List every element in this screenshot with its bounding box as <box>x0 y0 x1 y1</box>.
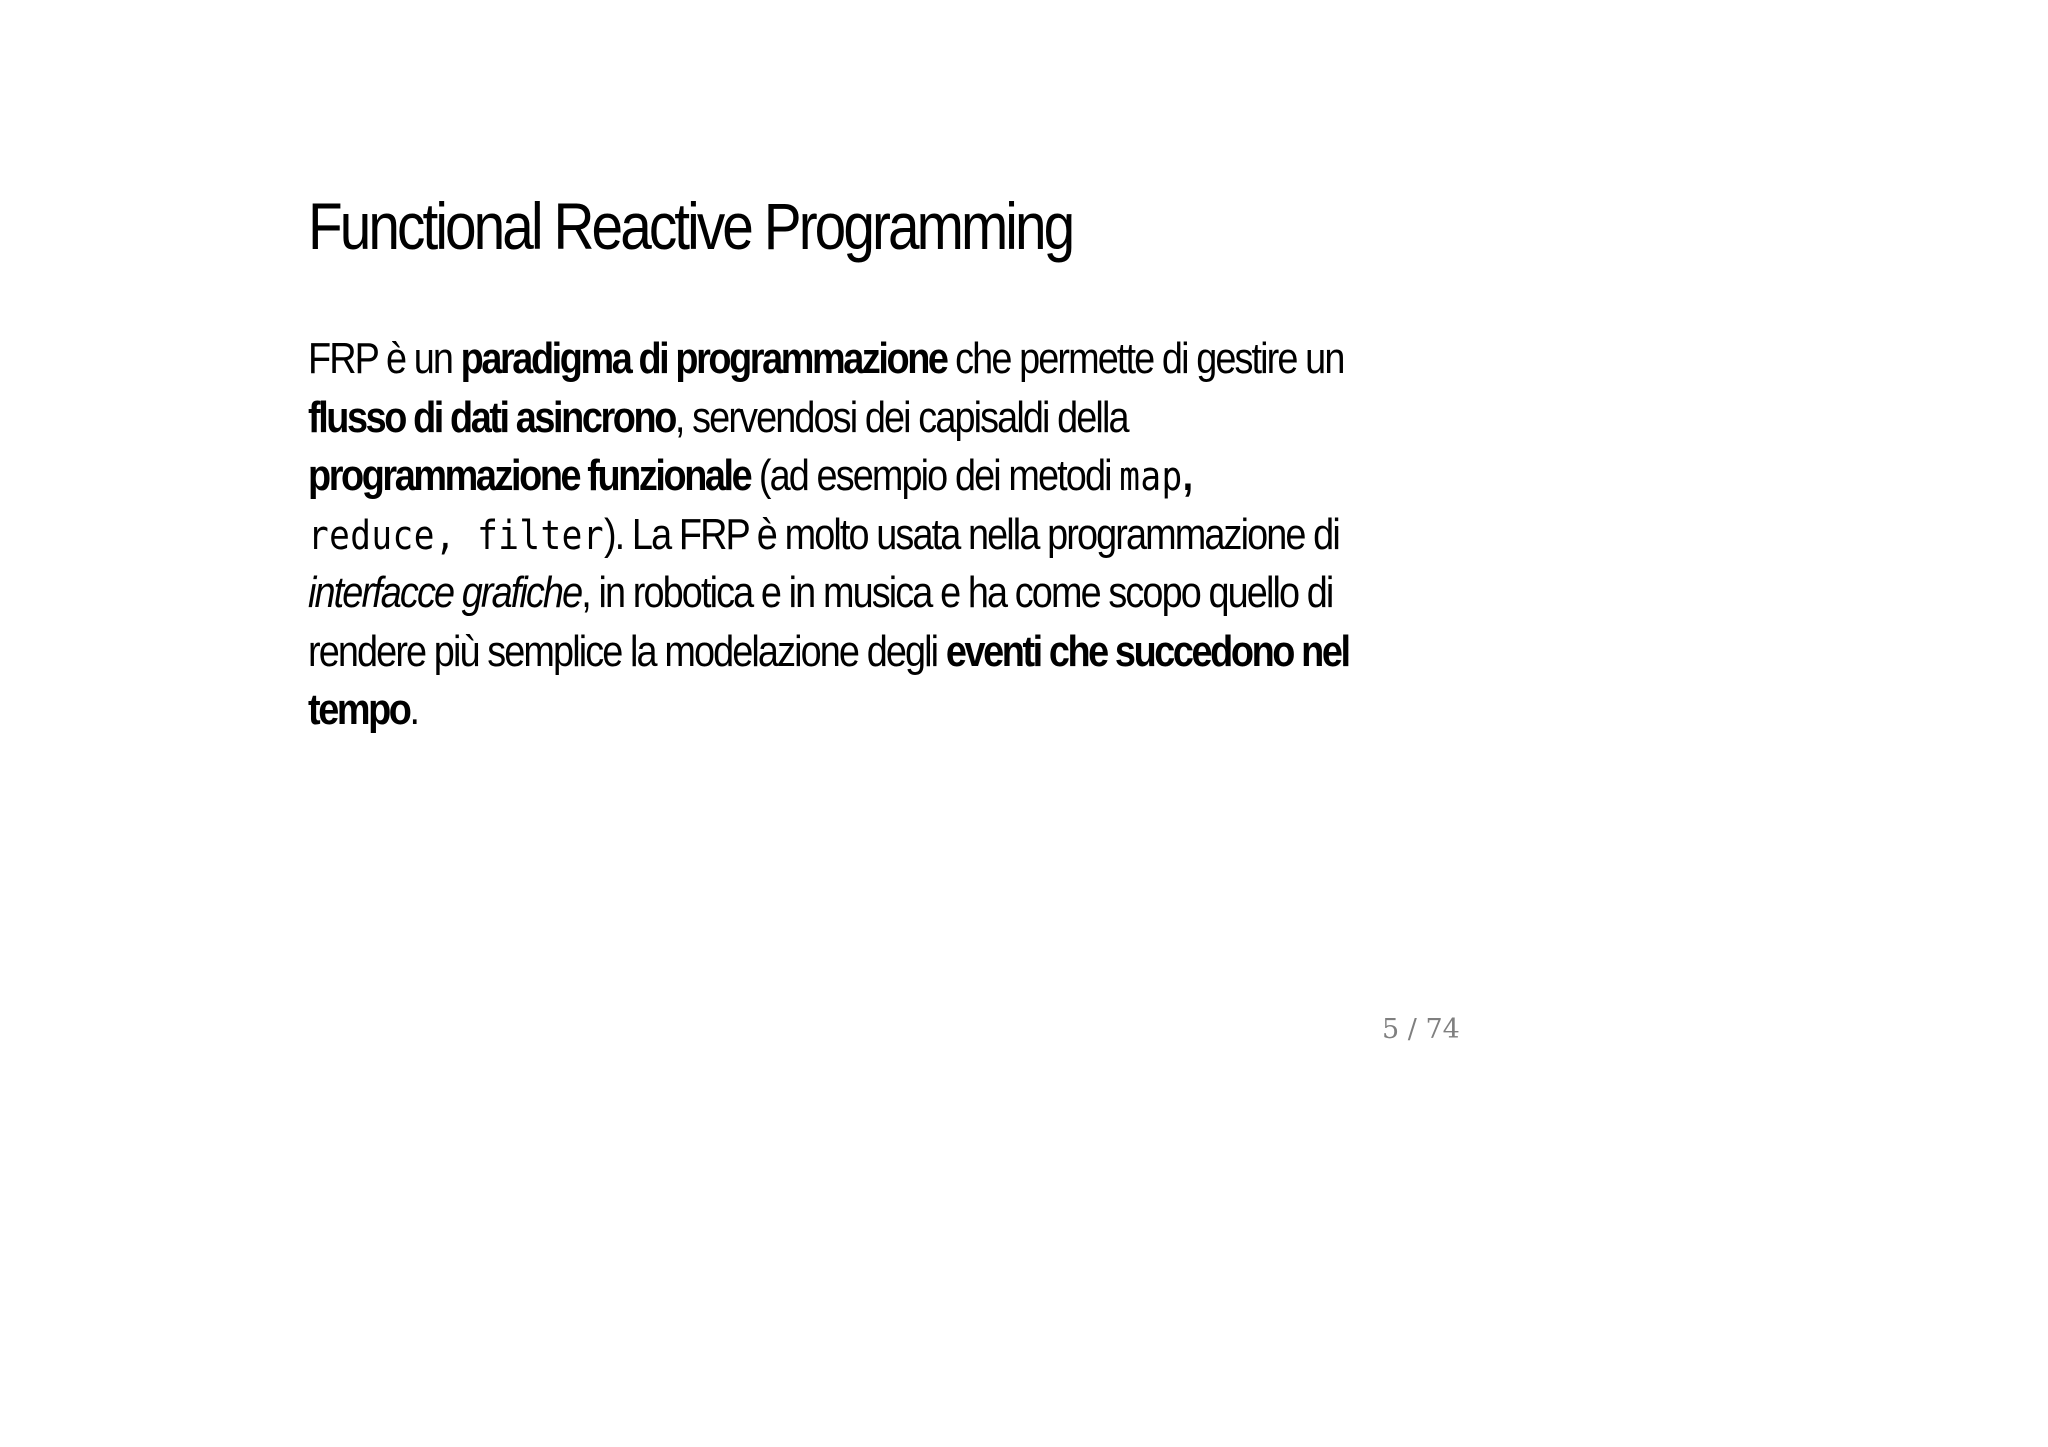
paragraph-line-3 <box>308 447 1254 506</box>
slide-paragraph <box>308 330 1349 740</box>
paragraph-line-2 <box>308 389 1254 448</box>
paragraph-line-7 <box>308 681 1254 740</box>
emphasis-time: tempo <box>308 685 410 734</box>
text-run: , servendosi dei capisaldi della <box>674 392 1128 442</box>
paragraph-line-6 <box>308 623 1349 682</box>
emphasis-paradigm: paradigma di programmazione <box>460 334 947 383</box>
text-run: FRP è un <box>308 334 461 383</box>
text-run: (ad esempio dei metodi <box>750 451 1120 500</box>
text-run: , in robotica e in musica e ha come scopo quello di <box>581 568 1333 617</box>
emphasis-gui: interfacce grafiche <box>308 568 582 617</box>
emphasis-events: eventi che succedono nel <box>945 626 1349 676</box>
paragraph-line-4 <box>308 506 1339 565</box>
text-run: , <box>1182 451 1191 500</box>
paragraph-line-1 <box>308 330 1344 389</box>
slide-title: Functional Reactive Programming <box>308 189 1073 263</box>
code-reduce-filter: reduce, filter <box>308 512 604 559</box>
emphasis-async-flow: flusso di dati asincrono <box>308 392 675 442</box>
text-run: ). La FRP è molto usata nella programmazione di <box>603 509 1339 559</box>
text-run: . <box>409 685 419 734</box>
emphasis-functional-programming: programmazione funzionale <box>308 451 751 500</box>
page-number: 5 / 74 <box>1382 1014 1460 1045</box>
code-map: map <box>1119 454 1183 500</box>
text-run: rendere più semplice la modelazione degli <box>308 626 946 676</box>
paragraph-line-5 <box>308 564 1333 623</box>
text-run: che permette di gestire un <box>946 334 1344 383</box>
